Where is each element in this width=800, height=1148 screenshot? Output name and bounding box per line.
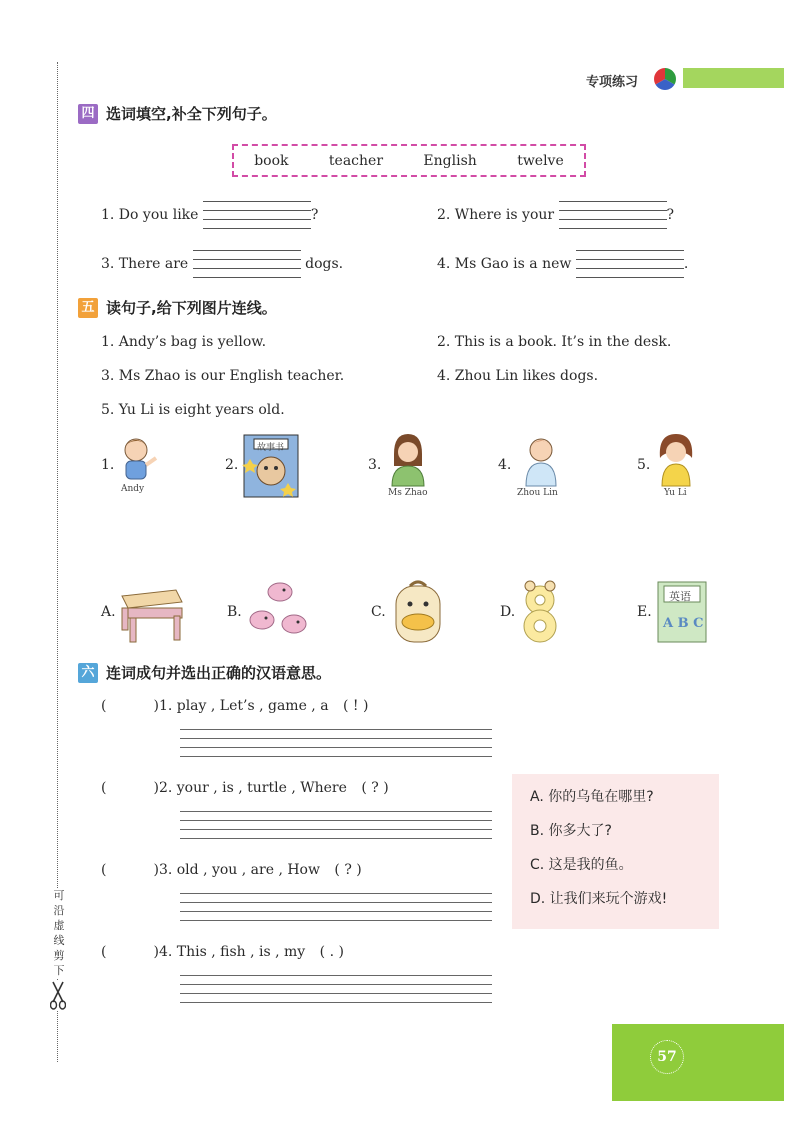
desk-icon[interactable] bbox=[118, 580, 184, 648]
word-bank bbox=[232, 144, 586, 177]
word-bank-item: teacher bbox=[328, 152, 384, 169]
picture-caption: Ms Zhao bbox=[388, 488, 428, 498]
answer-paren-open[interactable]: ( bbox=[101, 780, 107, 796]
section-4-title-text: 选词填空,补全下列句子。 bbox=[106, 105, 277, 123]
number-eight-icon[interactable] bbox=[518, 580, 562, 648]
question-text: 2. Where is your bbox=[437, 207, 555, 223]
punctuation-hint: ( ! ) bbox=[343, 698, 369, 714]
answer-paren-close: ) bbox=[153, 698, 159, 714]
teacher-ms-zhao-icon[interactable] bbox=[386, 432, 430, 498]
girl-yu-li-icon[interactable] bbox=[652, 432, 700, 498]
punctuation-hint: ( ? ) bbox=[334, 862, 362, 878]
answer-paren-open[interactable]: ( bbox=[101, 698, 107, 714]
option-a: A. 你的乌龟在哪里? bbox=[530, 789, 654, 805]
page-number-panel bbox=[612, 1024, 784, 1101]
section-4-title bbox=[78, 103, 277, 124]
reorder-item-4 bbox=[101, 944, 344, 960]
picture-letter: B. bbox=[227, 604, 242, 620]
storybook-label: 故事书 bbox=[257, 443, 285, 453]
picture-number: 1. bbox=[101, 457, 115, 473]
section-6-badge: 六 bbox=[78, 663, 98, 683]
boy-andy-icon[interactable] bbox=[116, 432, 160, 494]
question-text: 4. Ms Gao is a new bbox=[437, 256, 572, 272]
storybook-icon[interactable] bbox=[240, 433, 302, 503]
boy-zhou-lin-icon[interactable] bbox=[517, 432, 562, 498]
picture-number: 2. bbox=[225, 457, 239, 473]
question-text: ? bbox=[666, 207, 675, 223]
answer-blank[interactable] bbox=[203, 201, 311, 229]
section-5-badge: 五 bbox=[78, 298, 98, 318]
question-text: 3. There are bbox=[101, 256, 189, 272]
writing-lines[interactable] bbox=[180, 893, 492, 923]
answer-paren-close: ) bbox=[153, 780, 159, 796]
picture-caption: Zhou Lin bbox=[517, 488, 558, 498]
reorder-item-2 bbox=[101, 780, 389, 796]
fill-question-1 bbox=[101, 201, 318, 229]
reorder-item-1 bbox=[101, 698, 368, 714]
picture-letter: A. bbox=[101, 604, 116, 620]
scrambled-words: 3. old , you , are , How bbox=[158, 862, 320, 878]
section-6-title bbox=[78, 662, 331, 683]
header-label: 专项练习 bbox=[586, 75, 639, 90]
punctuation-hint: ( . ) bbox=[319, 944, 344, 960]
answer-paren-close: ) bbox=[153, 862, 159, 878]
question-text: dogs. bbox=[305, 256, 344, 272]
answer-blank[interactable] bbox=[576, 250, 684, 278]
english-book-icon[interactable] bbox=[656, 580, 708, 648]
header-green-bar bbox=[683, 68, 784, 88]
fill-question-4 bbox=[437, 250, 688, 278]
section-6-title-text: 连词成句并选出正确的汉语意思。 bbox=[106, 664, 332, 682]
cut-hint-text: 可沿虚线剪下 bbox=[53, 889, 65, 977]
question-text: . bbox=[683, 256, 689, 272]
section-5-title bbox=[78, 297, 277, 318]
section-5-title-text: 读句子,给下列图片连线。 bbox=[106, 299, 277, 317]
word-bank-item: twelve bbox=[517, 152, 564, 169]
picture-caption: Yu Li bbox=[664, 488, 687, 498]
answer-blank[interactable] bbox=[559, 201, 667, 229]
sentence-5: 5. Yu Li is eight years old. bbox=[101, 402, 285, 418]
word-bank-item: English bbox=[423, 152, 477, 169]
section-4-badge: 四 bbox=[78, 104, 98, 124]
backpack-icon[interactable] bbox=[392, 578, 444, 648]
picture-letter: E. bbox=[637, 604, 652, 620]
elephants-icon[interactable] bbox=[246, 578, 312, 650]
picture-number: 4. bbox=[498, 457, 512, 473]
sentence-1: 1. Andy’s bag is yellow. bbox=[101, 334, 267, 350]
picture-number: 3. bbox=[368, 457, 382, 473]
fill-question-3 bbox=[101, 250, 343, 278]
answer-blank[interactable] bbox=[193, 250, 301, 278]
punctuation-hint: ( ? ) bbox=[361, 780, 389, 796]
option-b: B. 你多大了? bbox=[530, 823, 612, 839]
answer-paren-open[interactable]: ( bbox=[101, 944, 107, 960]
sentence-2: 2. This is a book. It’s in the desk. bbox=[437, 334, 672, 350]
question-text: ? bbox=[310, 207, 319, 223]
picture-letter: D. bbox=[500, 604, 516, 620]
fill-question-2 bbox=[437, 201, 674, 229]
writing-lines[interactable] bbox=[180, 811, 492, 841]
scrambled-words: 4. This , fish , is , my bbox=[158, 944, 306, 960]
reorder-item-3 bbox=[101, 862, 362, 878]
question-text: 1. Do you like bbox=[101, 207, 199, 223]
option-c: C. 这是我的鱼。 bbox=[530, 857, 633, 873]
scrambled-words: 1. play , Let’s , game , a bbox=[158, 698, 329, 714]
picture-caption: Andy bbox=[121, 484, 145, 494]
sentence-3: 3. Ms Zhao is our English teacher. bbox=[101, 368, 345, 384]
page-number: 57 bbox=[650, 1040, 684, 1074]
answer-paren-open[interactable]: ( bbox=[101, 862, 107, 878]
chinese-meaning-options bbox=[512, 774, 719, 929]
scrambled-words: 2. your , is , turtle , Where bbox=[158, 780, 347, 796]
picture-letter: C. bbox=[371, 604, 386, 620]
answer-paren-close: ) bbox=[153, 944, 159, 960]
word-bank-item: book bbox=[254, 152, 289, 169]
color-wheel-icon bbox=[654, 68, 676, 94]
writing-lines[interactable] bbox=[180, 729, 492, 759]
sentence-4: 4. Zhou Lin likes dogs. bbox=[437, 368, 599, 384]
english-book-letters: A B C bbox=[663, 616, 704, 631]
writing-lines[interactable] bbox=[180, 975, 492, 1005]
picture-number: 5. bbox=[637, 457, 651, 473]
option-d: D. 让我们来玩个游戏! bbox=[530, 891, 668, 907]
english-book-title: 英语 bbox=[669, 590, 691, 603]
scissors-icon bbox=[50, 980, 66, 1010]
